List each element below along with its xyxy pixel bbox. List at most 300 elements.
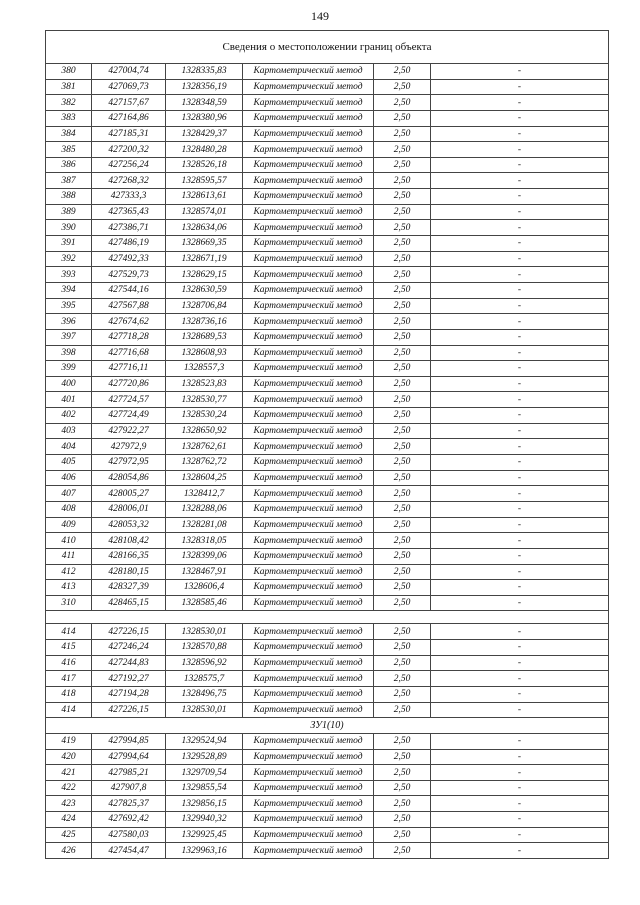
method-cell: Картометрический метод: [243, 298, 374, 314]
table-row: [46, 780, 609, 796]
description-cell: -: [431, 533, 609, 549]
x-coordinate-cell: 427246,24: [92, 640, 166, 656]
method-cell: Картометрический метод: [243, 236, 374, 252]
description-cell: -: [431, 220, 609, 236]
method-cell: Картометрический метод: [243, 686, 374, 702]
table-row: [46, 329, 609, 345]
point-number-cell: 413: [46, 580, 92, 596]
method-cell: Картометрический метод: [243, 564, 374, 580]
y-coordinate-cell: 1328671,19: [166, 251, 243, 267]
x-coordinate-cell: 427192,27: [92, 671, 166, 687]
accuracy-cell: 2,50: [374, 486, 431, 502]
method-cell: Картометрический метод: [243, 423, 374, 439]
x-coordinate-cell: 427069,73: [92, 79, 166, 95]
method-cell: Картометрический метод: [243, 455, 374, 471]
page-number: 149: [311, 9, 329, 23]
y-coordinate-cell: 1328530,01: [166, 624, 243, 640]
description-cell: -: [431, 345, 609, 361]
method-cell: Картометрический метод: [243, 142, 374, 158]
method-cell: Картометрический метод: [243, 780, 374, 796]
title-row: [46, 31, 609, 64]
description-cell: -: [431, 843, 609, 859]
description-cell: -: [431, 439, 609, 455]
accuracy-cell: 2,50: [374, 595, 431, 611]
description-cell: -: [431, 671, 609, 687]
x-coordinate-cell: 427194,28: [92, 686, 166, 702]
method-cell: Картометрический метод: [243, 812, 374, 828]
y-coordinate-cell: 1328281,08: [166, 517, 243, 533]
method-cell: Картометрический метод: [243, 843, 374, 859]
table-row: [46, 439, 609, 455]
accuracy-cell: 2,50: [374, 95, 431, 111]
accuracy-cell: 2,50: [374, 470, 431, 486]
accuracy-cell: 2,50: [374, 173, 431, 189]
x-coordinate-cell: 428054,86: [92, 470, 166, 486]
y-coordinate-cell: 1328629,15: [166, 267, 243, 283]
x-coordinate-cell: 427365,43: [92, 204, 166, 220]
description-cell: -: [431, 282, 609, 298]
accuracy-cell: 2,50: [374, 189, 431, 205]
point-number-cell: 421: [46, 765, 92, 781]
x-coordinate-cell: 427164,86: [92, 110, 166, 126]
point-number-cell: 383: [46, 110, 92, 126]
table-row: [46, 470, 609, 486]
y-coordinate-cell: 1328575,7: [166, 671, 243, 687]
table-row: [46, 361, 609, 377]
point-number-cell: 386: [46, 157, 92, 173]
description-cell: -: [431, 564, 609, 580]
description-cell: -: [431, 251, 609, 267]
description-cell: -: [431, 392, 609, 408]
method-cell: Картометрический метод: [243, 189, 374, 205]
point-number-cell: 408: [46, 501, 92, 517]
accuracy-cell: 2,50: [374, 640, 431, 656]
blank-cell: [46, 611, 609, 624]
accuracy-cell: 2,50: [374, 580, 431, 596]
x-coordinate-cell: 427580,03: [92, 827, 166, 843]
point-number-cell: 412: [46, 564, 92, 580]
method-cell: Картометрический метод: [243, 501, 374, 517]
accuracy-cell: 2,50: [374, 251, 431, 267]
x-coordinate-cell: 427567,88: [92, 298, 166, 314]
description-cell: -: [431, 376, 609, 392]
point-number-cell: 424: [46, 812, 92, 828]
description-cell: -: [431, 827, 609, 843]
description-cell: -: [431, 329, 609, 345]
x-coordinate-cell: 427994,64: [92, 749, 166, 765]
method-cell: Картометрический метод: [243, 624, 374, 640]
y-coordinate-cell: 1328585,46: [166, 595, 243, 611]
accuracy-cell: 2,50: [374, 329, 431, 345]
table-row: [46, 251, 609, 267]
point-number-cell: 381: [46, 79, 92, 95]
table-row: [46, 655, 609, 671]
x-coordinate-cell: 428108,42: [92, 533, 166, 549]
point-number-cell: 396: [46, 314, 92, 330]
description-cell: -: [431, 733, 609, 749]
description-cell: -: [431, 110, 609, 126]
accuracy-cell: 2,50: [374, 220, 431, 236]
table-row: [46, 267, 609, 283]
accuracy-cell: 2,50: [374, 702, 431, 718]
x-coordinate-cell: 427972,9: [92, 439, 166, 455]
y-coordinate-cell: 1329940,32: [166, 812, 243, 828]
x-coordinate-cell: 428166,35: [92, 548, 166, 564]
description-cell: -: [431, 64, 609, 80]
accuracy-cell: 2,50: [374, 236, 431, 252]
table-row: [46, 64, 609, 80]
point-number-cell: 391: [46, 236, 92, 252]
y-coordinate-cell: 1328570,88: [166, 640, 243, 656]
y-coordinate-cell: 1328496,75: [166, 686, 243, 702]
description-cell: -: [431, 189, 609, 205]
table-row: [46, 314, 609, 330]
accuracy-cell: 2,50: [374, 282, 431, 298]
x-coordinate-cell: 427922,27: [92, 423, 166, 439]
y-coordinate-cell: 1328606,4: [166, 580, 243, 596]
accuracy-cell: 2,50: [374, 655, 431, 671]
method-cell: Картометрический метод: [243, 827, 374, 843]
x-coordinate-cell: 427985,21: [92, 765, 166, 781]
description-cell: -: [431, 640, 609, 656]
point-number-cell: 404: [46, 439, 92, 455]
x-coordinate-cell: 427157,67: [92, 95, 166, 111]
y-coordinate-cell: 1328650,92: [166, 423, 243, 439]
y-coordinate-cell: 1329855,54: [166, 780, 243, 796]
y-coordinate-cell: 1328412,7: [166, 486, 243, 502]
table-row: [46, 455, 609, 471]
table-row: [46, 501, 609, 517]
description-cell: -: [431, 749, 609, 765]
x-coordinate-cell: 427529,73: [92, 267, 166, 283]
y-coordinate-cell: 1328530,24: [166, 408, 243, 424]
table-row: [46, 345, 609, 361]
point-number-cell: 401: [46, 392, 92, 408]
y-coordinate-cell: 1328706,84: [166, 298, 243, 314]
table-row: [46, 408, 609, 424]
x-coordinate-cell: 427716,68: [92, 345, 166, 361]
method-cell: Картометрический метод: [243, 548, 374, 564]
table-row: [46, 533, 609, 549]
y-coordinate-cell: 1328604,25: [166, 470, 243, 486]
method-cell: Картометрический метод: [243, 486, 374, 502]
point-number-cell: 394: [46, 282, 92, 298]
description-cell: -: [431, 595, 609, 611]
accuracy-cell: 2,50: [374, 439, 431, 455]
point-number-cell: 310: [46, 595, 92, 611]
accuracy-cell: 2,50: [374, 392, 431, 408]
method-cell: Картометрический метод: [243, 95, 374, 111]
point-number-cell: 397: [46, 329, 92, 345]
accuracy-cell: 2,50: [374, 533, 431, 549]
y-coordinate-cell: 1328557,3: [166, 361, 243, 377]
point-number-cell: 410: [46, 533, 92, 549]
method-cell: Картометрический метод: [243, 157, 374, 173]
y-coordinate-cell: 1328335,83: [166, 64, 243, 80]
description-cell: -: [431, 765, 609, 781]
table-row: [46, 749, 609, 765]
description-cell: -: [431, 501, 609, 517]
point-number-cell: 418: [46, 686, 92, 702]
point-number-cell: 415: [46, 640, 92, 656]
x-coordinate-cell: 427492,33: [92, 251, 166, 267]
accuracy-cell: 2,50: [374, 361, 431, 377]
method-cell: Картометрический метод: [243, 267, 374, 283]
x-coordinate-cell: 427994,85: [92, 733, 166, 749]
table-row: [46, 624, 609, 640]
x-coordinate-cell: 427454,47: [92, 843, 166, 859]
x-coordinate-cell: 427718,28: [92, 329, 166, 345]
description-cell: -: [431, 95, 609, 111]
y-coordinate-cell: 1328318,05: [166, 533, 243, 549]
y-coordinate-cell: 1329856,15: [166, 796, 243, 812]
method-cell: Картометрический метод: [243, 110, 374, 126]
point-number-cell: 407: [46, 486, 92, 502]
table-row: [46, 564, 609, 580]
table-row: [46, 702, 609, 718]
x-coordinate-cell: 427724,57: [92, 392, 166, 408]
method-cell: Картометрический метод: [243, 796, 374, 812]
y-coordinate-cell: 1328380,96: [166, 110, 243, 126]
table-row: [46, 765, 609, 781]
description-cell: -: [431, 314, 609, 330]
table-row: [46, 486, 609, 502]
method-cell: Картометрический метод: [243, 376, 374, 392]
method-cell: Картометрический метод: [243, 314, 374, 330]
table-row: [46, 595, 609, 611]
point-number-cell: 417: [46, 671, 92, 687]
description-cell: -: [431, 361, 609, 377]
x-coordinate-cell: 427244,83: [92, 655, 166, 671]
method-cell: Картометрический метод: [243, 439, 374, 455]
x-coordinate-cell: 427268,32: [92, 173, 166, 189]
method-cell: Картометрический метод: [243, 580, 374, 596]
table-row: [46, 517, 609, 533]
description-cell: -: [431, 408, 609, 424]
table-row: [46, 142, 609, 158]
accuracy-cell: 2,50: [374, 376, 431, 392]
method-cell: Картометрический метод: [243, 733, 374, 749]
y-coordinate-cell: 1328530,77: [166, 392, 243, 408]
table-row: [46, 220, 609, 236]
point-number-cell: 426: [46, 843, 92, 859]
method-cell: Картометрический метод: [243, 533, 374, 549]
x-coordinate-cell: 427333,3: [92, 189, 166, 205]
table-row: [46, 580, 609, 596]
point-number-cell: 414: [46, 702, 92, 718]
method-cell: Картометрический метод: [243, 640, 374, 656]
point-number-cell: 420: [46, 749, 92, 765]
accuracy-cell: 2,50: [374, 345, 431, 361]
accuracy-cell: 2,50: [374, 733, 431, 749]
y-coordinate-cell: 1328530,01: [166, 702, 243, 718]
description-cell: -: [431, 812, 609, 828]
y-coordinate-cell: 1329709,54: [166, 765, 243, 781]
description-cell: -: [431, 126, 609, 142]
description-cell: -: [431, 173, 609, 189]
point-number-cell: 389: [46, 204, 92, 220]
point-number-cell: 400: [46, 376, 92, 392]
y-coordinate-cell: 1328596,92: [166, 655, 243, 671]
y-coordinate-cell: 1328574,01: [166, 204, 243, 220]
y-coordinate-cell: 1329963,16: [166, 843, 243, 859]
description-cell: -: [431, 455, 609, 471]
y-coordinate-cell: 1328608,93: [166, 345, 243, 361]
y-coordinate-cell: 1328288,06: [166, 501, 243, 517]
y-coordinate-cell: 1329524,94: [166, 733, 243, 749]
x-coordinate-cell: 427386,71: [92, 220, 166, 236]
x-coordinate-cell: 428006,01: [92, 501, 166, 517]
accuracy-cell: 2,50: [374, 827, 431, 843]
accuracy-cell: 2,50: [374, 157, 431, 173]
point-number-cell: 409: [46, 517, 92, 533]
method-cell: Картометрический метод: [243, 671, 374, 687]
y-coordinate-cell: 1328399,06: [166, 548, 243, 564]
accuracy-cell: 2,50: [374, 455, 431, 471]
x-coordinate-cell: 427716,11: [92, 361, 166, 377]
x-coordinate-cell: 427724,49: [92, 408, 166, 424]
y-coordinate-cell: 1328613,61: [166, 189, 243, 205]
accuracy-cell: 2,50: [374, 64, 431, 80]
y-coordinate-cell: 1328669,35: [166, 236, 243, 252]
method-cell: Картометрический метод: [243, 408, 374, 424]
description-cell: -: [431, 486, 609, 502]
point-number-cell: 390: [46, 220, 92, 236]
description-cell: -: [431, 686, 609, 702]
table-row: [46, 376, 609, 392]
accuracy-cell: 2,50: [374, 796, 431, 812]
point-number-cell: 425: [46, 827, 92, 843]
table-row: [46, 843, 609, 859]
method-cell: Картометрический метод: [243, 79, 374, 95]
accuracy-cell: 2,50: [374, 110, 431, 126]
blank-separator-row: [46, 611, 609, 624]
y-coordinate-cell: 1328480,28: [166, 142, 243, 158]
table-row: [46, 110, 609, 126]
x-coordinate-cell: 427004,74: [92, 64, 166, 80]
table-row: [46, 79, 609, 95]
point-number-cell: 402: [46, 408, 92, 424]
boundary-table: [45, 30, 609, 859]
description-cell: -: [431, 796, 609, 812]
method-cell: Картометрический метод: [243, 517, 374, 533]
point-number-cell: 385: [46, 142, 92, 158]
point-number-cell: 382: [46, 95, 92, 111]
method-cell: Картометрический метод: [243, 251, 374, 267]
description-cell: -: [431, 157, 609, 173]
accuracy-cell: 2,50: [374, 671, 431, 687]
point-number-cell: 388: [46, 189, 92, 205]
accuracy-cell: 2,50: [374, 501, 431, 517]
x-coordinate-cell: 427200,32: [92, 142, 166, 158]
point-number-cell: 387: [46, 173, 92, 189]
x-coordinate-cell: 427825,37: [92, 796, 166, 812]
x-coordinate-cell: 427544,16: [92, 282, 166, 298]
point-number-cell: 405: [46, 455, 92, 471]
description-cell: -: [431, 702, 609, 718]
point-number-cell: 416: [46, 655, 92, 671]
point-number-cell: 398: [46, 345, 92, 361]
accuracy-cell: 2,50: [374, 624, 431, 640]
table-row: [46, 204, 609, 220]
accuracy-cell: 2,50: [374, 267, 431, 283]
accuracy-cell: 2,50: [374, 812, 431, 828]
description-cell: -: [431, 236, 609, 252]
point-number-cell: 411: [46, 548, 92, 564]
table-row: [46, 796, 609, 812]
point-number-cell: 406: [46, 470, 92, 486]
table-row: [46, 686, 609, 702]
table-row: [46, 157, 609, 173]
x-coordinate-cell: 427185,31: [92, 126, 166, 142]
method-cell: Картометрический метод: [243, 345, 374, 361]
description-cell: -: [431, 298, 609, 314]
point-number-cell: 423: [46, 796, 92, 812]
accuracy-cell: 2,50: [374, 79, 431, 95]
table-row: [46, 282, 609, 298]
method-cell: Картометрический метод: [243, 204, 374, 220]
y-coordinate-cell: 1328762,61: [166, 439, 243, 455]
table-row: [46, 392, 609, 408]
section-label: ЗУ1(10): [46, 718, 609, 734]
accuracy-cell: 2,50: [374, 780, 431, 796]
table-title: Сведения о местоположении границ объекта: [46, 31, 609, 64]
y-coordinate-cell: 1328348,59: [166, 95, 243, 111]
description-cell: -: [431, 517, 609, 533]
x-coordinate-cell: 428180,15: [92, 564, 166, 580]
table-row: [46, 95, 609, 111]
x-coordinate-cell: 427486,19: [92, 236, 166, 252]
y-coordinate-cell: 1328762,72: [166, 455, 243, 471]
method-cell: Картометрический метод: [243, 282, 374, 298]
accuracy-cell: 2,50: [374, 423, 431, 439]
table-row: [46, 423, 609, 439]
table-row: [46, 126, 609, 142]
method-cell: Картометрический метод: [243, 655, 374, 671]
description-cell: -: [431, 780, 609, 796]
section-header-row: [46, 718, 609, 734]
table-row: [46, 671, 609, 687]
table-row: [46, 173, 609, 189]
y-coordinate-cell: 1328429,37: [166, 126, 243, 142]
x-coordinate-cell: 427226,15: [92, 624, 166, 640]
description-cell: -: [431, 142, 609, 158]
y-coordinate-cell: 1328356,19: [166, 79, 243, 95]
table-row: [46, 812, 609, 828]
table-row: [46, 298, 609, 314]
accuracy-cell: 2,50: [374, 204, 431, 220]
y-coordinate-cell: 1328689,53: [166, 329, 243, 345]
y-coordinate-cell: 1328634,06: [166, 220, 243, 236]
point-number-cell: 384: [46, 126, 92, 142]
accuracy-cell: 2,50: [374, 517, 431, 533]
point-number-cell: 419: [46, 733, 92, 749]
description-cell: -: [431, 655, 609, 671]
table-row: [46, 548, 609, 564]
table-row: [46, 640, 609, 656]
x-coordinate-cell: 428005,27: [92, 486, 166, 502]
x-coordinate-cell: 427720,86: [92, 376, 166, 392]
description-cell: -: [431, 624, 609, 640]
y-coordinate-cell: 1328523,83: [166, 376, 243, 392]
table-row: [46, 827, 609, 843]
y-coordinate-cell: 1329528,89: [166, 749, 243, 765]
point-number-cell: 380: [46, 64, 92, 80]
x-coordinate-cell: 428465,15: [92, 595, 166, 611]
method-cell: Картометрический метод: [243, 329, 374, 345]
description-cell: -: [431, 423, 609, 439]
description-cell: -: [431, 204, 609, 220]
